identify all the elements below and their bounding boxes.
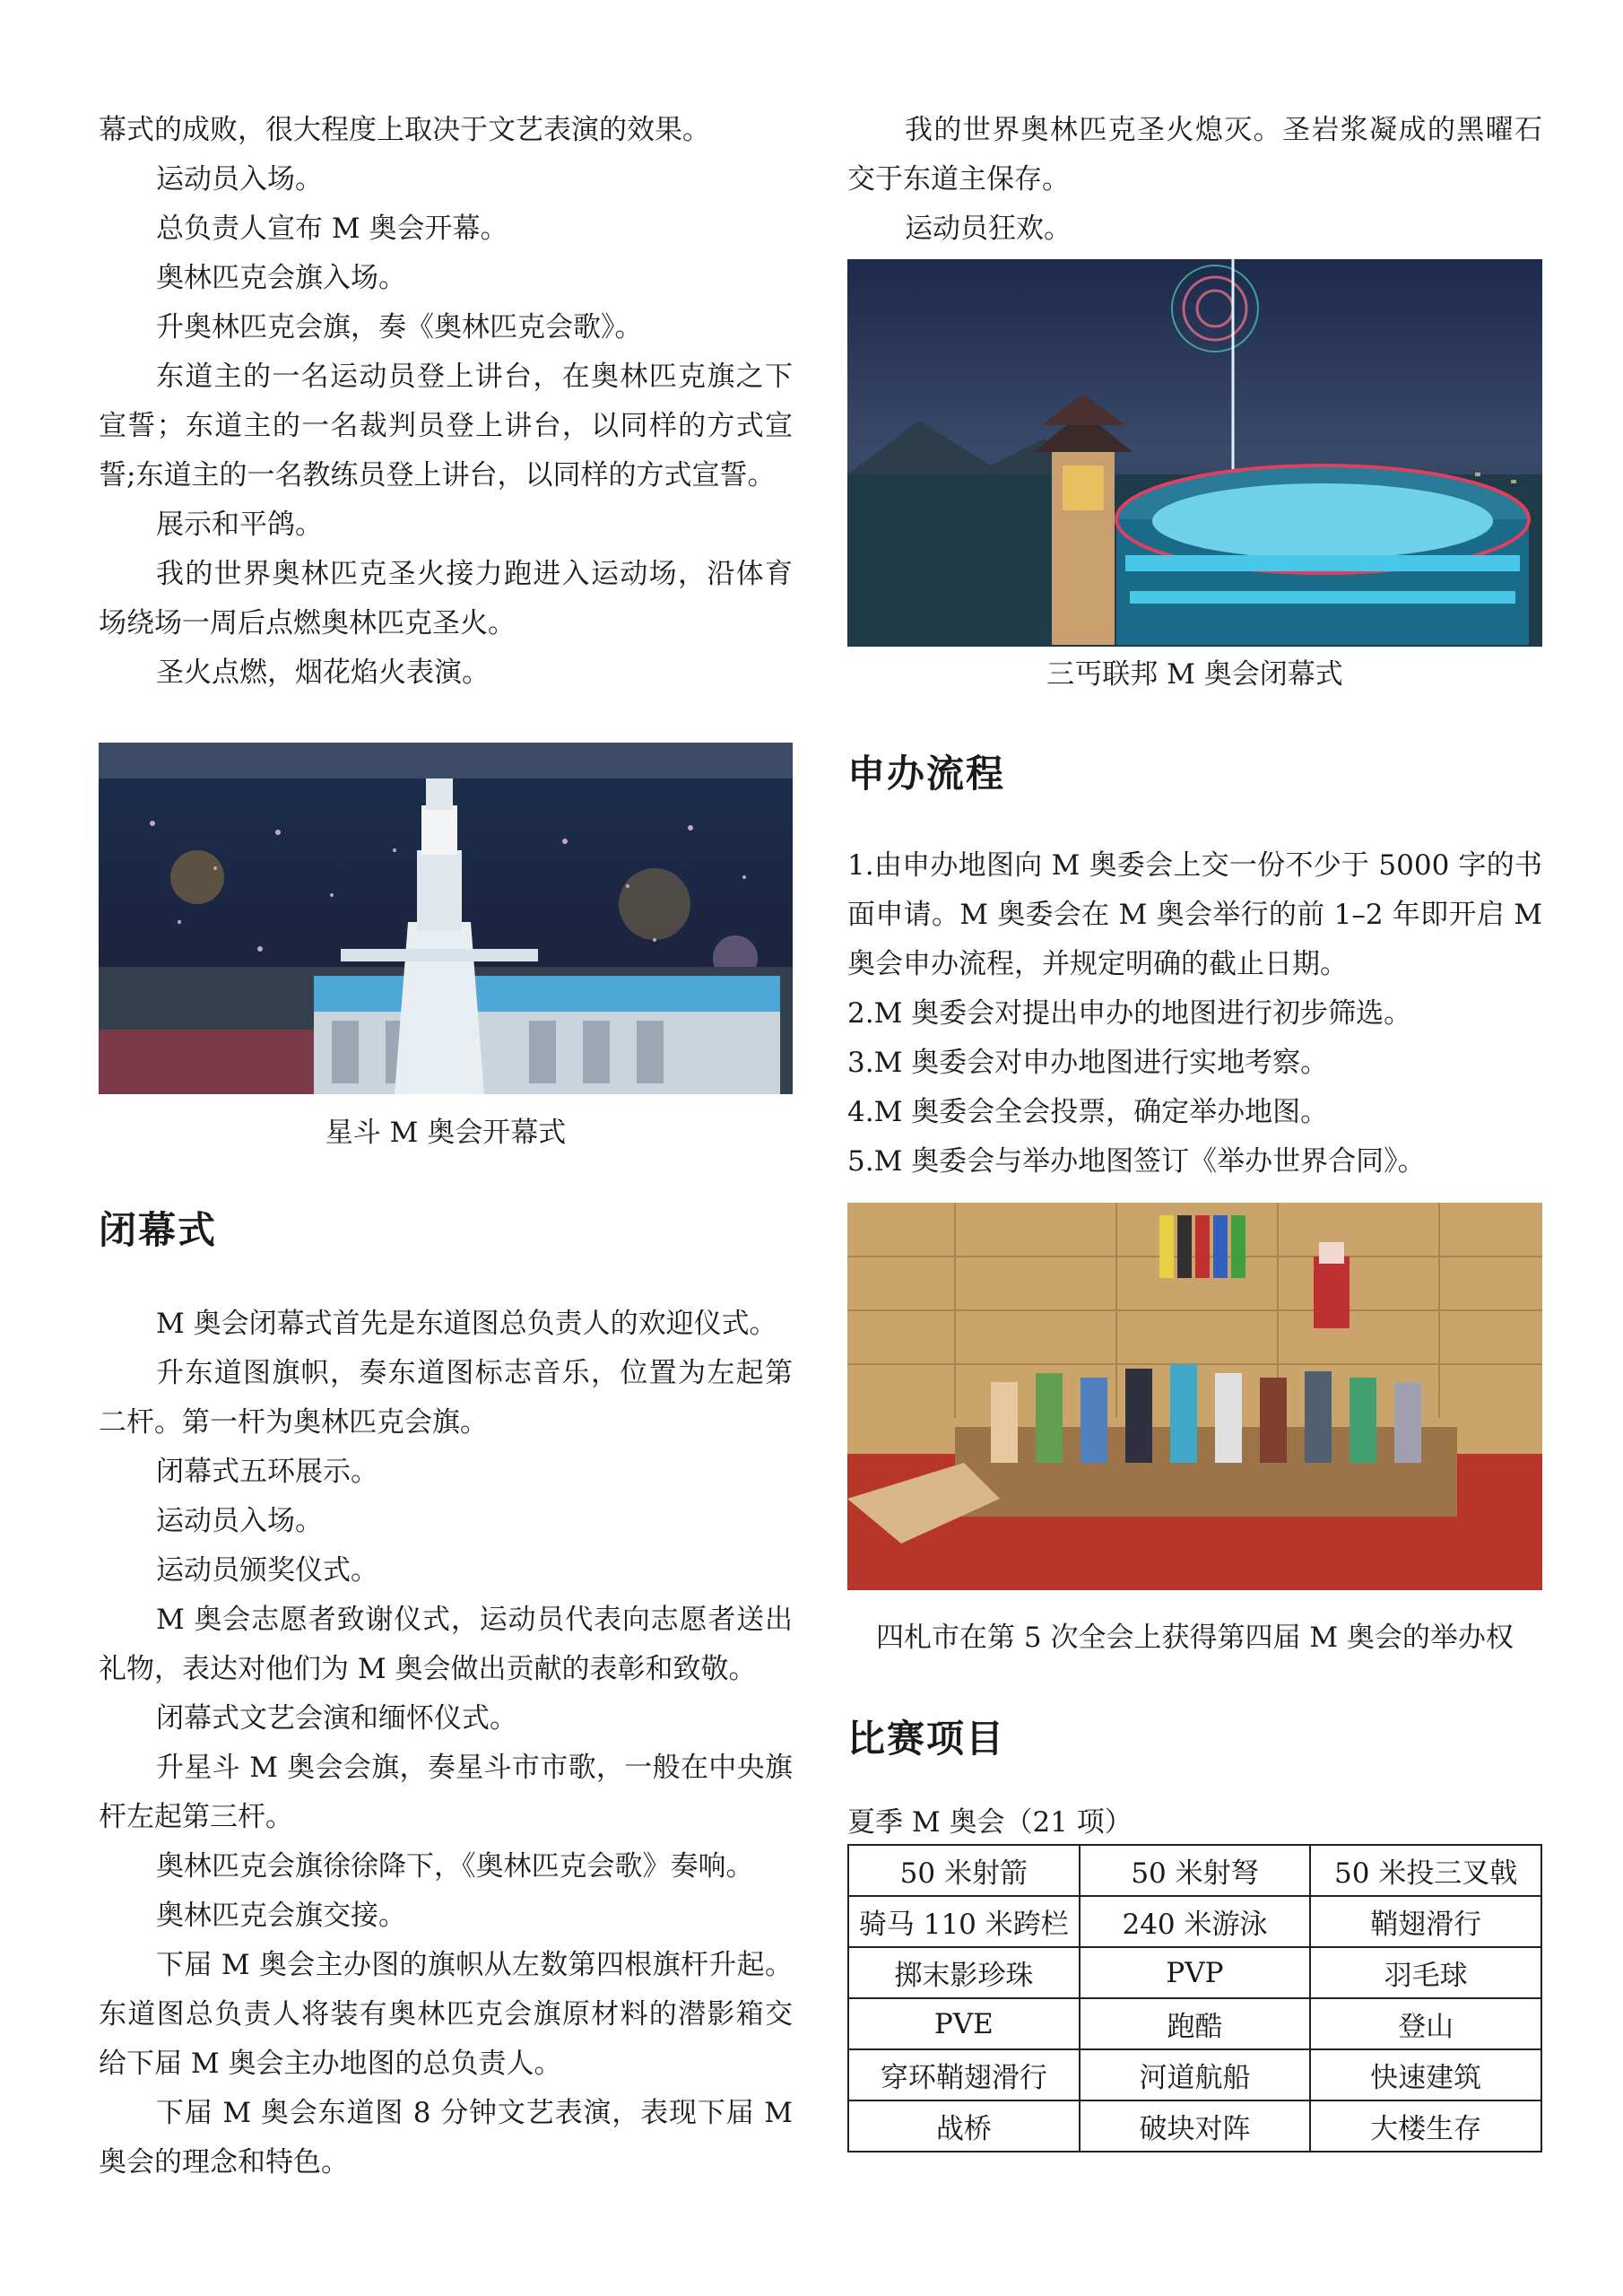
- table-cell: 跑酷: [1080, 1998, 1311, 2049]
- bid-steps: [847, 841, 1542, 1187]
- figure2-caption: 三丐联邦 M 奥会闭幕式: [1046, 658, 1343, 691]
- paragraph: 升星斗 M 奥会会旗，奏星斗市市歌，一般在中央旗杆左起第三杆。: [99, 1752, 793, 1833]
- table-row: [848, 2049, 1541, 2100]
- table-cell: 骑马 110 米跨栏: [848, 1896, 1080, 1947]
- right-column: [847, 106, 1542, 2152]
- table-cell: 河道航船: [1080, 2049, 1311, 2100]
- paragraph: 升东道图旗帜，奏东道图标志音乐，位置为左起第二杆。第一杆为奥林匹克会旗。: [99, 1357, 793, 1439]
- paragraph: 展示和平鸽。: [156, 509, 323, 541]
- left-top-paragraphs: [99, 106, 793, 698]
- paragraph: 奥林匹克会旗入场。: [156, 262, 406, 294]
- paragraph: 我的世界奥林匹克圣火接力跑进入运动场，沿体育场绕场一周后点燃奥林匹克圣火。: [99, 558, 793, 639]
- paragraph: 我的世界奥林匹克圣火熄灭。圣岩浆凝成的黑曜石交于东道主保存。: [847, 114, 1542, 196]
- events-table: [847, 1844, 1542, 2152]
- lit-stadium-pagoda-illustration: [847, 259, 1542, 647]
- figure1-caption: 星斗 M 奥会开幕式: [325, 1117, 567, 1149]
- paragraph: 闭幕式文艺会演和缅怀仪式。: [156, 1702, 517, 1735]
- bid-step: 2.M 奥委会对提出申办的地图进行初步筛选。: [847, 997, 1412, 1030]
- figure-assembly: [847, 1203, 1542, 1590]
- paragraph: 升奥林匹克会旗，奏《奥林匹克会歌》。: [156, 311, 643, 344]
- right-top-paragraphs: [847, 106, 1542, 254]
- table-cell: 破块对阵: [1080, 2100, 1311, 2152]
- paragraph: 圣火点燃，烟花焰火表演。: [156, 657, 490, 689]
- table-cell: 鞘翅滑行: [1310, 1896, 1541, 1947]
- paragraph: 运动员入场。: [156, 163, 323, 196]
- bid-step: 5.M 奥委会与举办地图签订《举办世界合同》。: [847, 1145, 1426, 1178]
- paragraph: 运动员狂欢。: [905, 213, 1072, 245]
- events-heading: 比赛项目: [847, 1717, 1006, 1761]
- paragraph: 闭幕式五环展示。: [156, 1456, 378, 1488]
- paragraph: M 奥会闭幕式首先是东道图总负责人的欢迎仪式。: [156, 1308, 777, 1340]
- table-cell: 50 米射箭: [848, 1845, 1080, 1896]
- paragraph: M 奥会志愿者致谢仪式，运动员代表向志愿者送出礼物，表达对他们为 M 奥会做出贡献的表彰和致敬。: [99, 1604, 793, 1685]
- closing-heading: 闭幕式: [99, 1208, 218, 1252]
- table-cell: 战桥: [848, 2100, 1080, 2152]
- summer-label: 夏季 M 奥会（21 项）: [847, 1806, 1133, 1839]
- paragraph: 下届 M 奥会主办图的旗帜从左数第四根旗杆升起。东道图总负责人将装有奥林匹克会旗原材料的潜影箱交给下届 M 奥会主办地图的总负责人。: [99, 1949, 793, 2080]
- night-stadium-tower-illustration: [99, 743, 793, 1094]
- table-row: [848, 1998, 1541, 2049]
- table-cell: 50 米投三叉戟: [1310, 1845, 1541, 1896]
- paragraph: 奥林匹克会旗交接。: [156, 1900, 406, 1932]
- assembly-hall-illustration: [847, 1203, 1542, 1590]
- paragraph: 幕式的成败，很大程度上取决于文艺表演的效果。: [99, 114, 710, 146]
- table-cell: 登山: [1310, 1998, 1541, 2049]
- figure-opening-ceremony: [99, 743, 793, 1094]
- paragraph: 下届 M 奥会东道图 8 分钟文艺表演，表现下届 M 奥会的理念和特色。: [99, 2097, 793, 2179]
- bid-heading: 申办流程: [847, 752, 1006, 796]
- paragraph: 总负责人宣布 M 奥会开幕。: [156, 213, 508, 245]
- table-cell: 240 米游泳: [1080, 1896, 1311, 1947]
- table-cell: 羽毛球: [1310, 1947, 1541, 1998]
- paragraph: 奥林匹克会旗徐徐降下，《奥林匹克会歌》奏响。: [156, 1850, 754, 1883]
- left-column: [99, 106, 793, 2187]
- table-cell: 快速建筑: [1310, 2049, 1541, 2100]
- table-cell: PVE: [848, 1998, 1080, 2049]
- table-row: [848, 1947, 1541, 1998]
- figure3-caption: 四札市在第 5 次全会上获得第四届 M 奥会的举办权: [876, 1622, 1514, 1654]
- table-cell: 大楼生存: [1310, 2100, 1541, 2152]
- table-row: [848, 2100, 1541, 2152]
- bid-step: 4.M 奥委会全会投票，确定举办地图。: [847, 1096, 1329, 1128]
- paragraph: 运动员入场。: [156, 1505, 323, 1537]
- table-row: [848, 1845, 1541, 1896]
- closing-paragraphs: [99, 1300, 793, 2187]
- table-cell: 穿环鞘翅滑行: [848, 2049, 1080, 2100]
- figure-closing-ceremony: [847, 259, 1542, 647]
- table-row: [848, 1896, 1541, 1947]
- bid-step: 1.由申办地图向 M 奥委会上交一份不少于 5000 字的书面申请。M 奥委会在 M 奥会举行的前 1–2 年即开启 M 奥会申办流程，并规定明确的截止日期。: [847, 849, 1542, 980]
- table-cell: 50 米射弩: [1080, 1845, 1311, 1896]
- table-cell: 掷末影珍珠: [848, 1947, 1080, 1998]
- bid-step: 3.M 奥委会对申办地图进行实地考察。: [847, 1047, 1329, 1079]
- table-cell: PVP: [1080, 1947, 1311, 1998]
- paragraph: 东道主的一名运动员登上讲台，在奥林匹克旗之下宣誓；东道主的一名裁判员登上讲台，以同样的方式宣誓;东道主的一名教练员登上讲台，以同样的方式宣誓。: [99, 361, 793, 491]
- paragraph: 运动员颁奖仪式。: [156, 1554, 378, 1587]
